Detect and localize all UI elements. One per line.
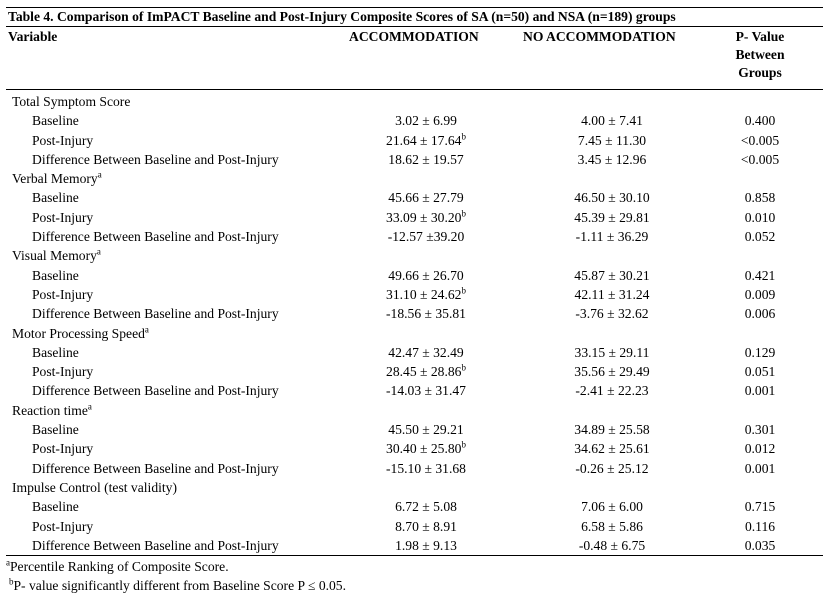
header-variable: Variable bbox=[8, 29, 58, 44]
cell-p-value: 0.010 bbox=[744, 209, 776, 225]
cell-accommodation bbox=[336, 266, 516, 285]
cell-no-accommodation: -1.11 ± 36.29 bbox=[575, 229, 649, 245]
cell-accommodation bbox=[336, 362, 516, 381]
label-text: Baseline bbox=[32, 422, 79, 438]
cell-p-value: 0.400 bbox=[744, 113, 776, 129]
cell-accommodation bbox=[336, 285, 516, 304]
cell-no-accommodation: -0.26 ± 25.12 bbox=[575, 460, 649, 476]
footnote-mark: a bbox=[87, 401, 92, 412]
cell-p-value: 0.035 bbox=[744, 537, 776, 553]
cell-no-accommodation: 34.62 ± 25.61 bbox=[574, 441, 650, 457]
cell-no-accommodation: 45.39 ± 29.81 bbox=[574, 209, 650, 225]
table-header bbox=[6, 27, 823, 90]
label-text: Post-Injury bbox=[32, 132, 94, 148]
footnote-mark: a bbox=[96, 246, 101, 257]
row-label bbox=[32, 439, 93, 458]
cell-p-value: 0.006 bbox=[744, 306, 776, 322]
table-group-row bbox=[6, 169, 823, 188]
label-text: Impulse Control (test validity) bbox=[12, 479, 177, 495]
accommodation-value: 8.70 ± 8.91 bbox=[395, 518, 457, 534]
footnote-mark: a bbox=[6, 557, 10, 568]
cell-p-value: 0.715 bbox=[744, 499, 776, 515]
table-group-row bbox=[6, 324, 823, 343]
cell-accommodation bbox=[336, 111, 516, 130]
accommodation-value: 45.66 ± 27.79 bbox=[388, 190, 464, 206]
table-row bbox=[6, 362, 823, 381]
cell-accommodation bbox=[336, 188, 516, 207]
cell-p-value: 0.012 bbox=[744, 441, 776, 457]
cell-accommodation bbox=[336, 304, 516, 323]
group-label bbox=[12, 324, 149, 343]
row-label bbox=[32, 131, 93, 150]
label-text: Difference Between Baseline and Post-Injury bbox=[32, 383, 279, 399]
cell-accommodation bbox=[336, 497, 516, 516]
table-row bbox=[6, 420, 823, 439]
label-text: Baseline bbox=[32, 344, 79, 360]
label-text: Difference Between Baseline and Post-Injury bbox=[32, 306, 279, 322]
cell-no-accommodation: 4.00 ± 7.41 bbox=[581, 113, 643, 129]
label-text: Difference Between Baseline and Post-Injury bbox=[32, 537, 279, 553]
table-caption: Table 4. Comparison of ImPACT Baseline and Post-Injury Composite Scores of SA (n=50) and NSA (n=189) groups bbox=[6, 7, 823, 27]
label-text: Baseline bbox=[32, 113, 79, 129]
footnote-mark: b bbox=[9, 576, 14, 587]
cell-accommodation bbox=[336, 536, 516, 555]
row-label bbox=[32, 266, 79, 285]
footnote-mark: b bbox=[461, 285, 466, 296]
accommodation-value: -14.03 ± 31.47 bbox=[386, 383, 466, 399]
table-group-row bbox=[6, 246, 823, 265]
table-row bbox=[6, 459, 823, 478]
group-label bbox=[12, 92, 130, 111]
label-text: Difference Between Baseline and Post-Injury bbox=[32, 151, 279, 167]
row-label bbox=[32, 536, 279, 555]
accommodation-value: -18.56 ± 35.81 bbox=[386, 306, 466, 322]
footnote bbox=[6, 557, 823, 576]
cell-no-accommodation: -2.41 ± 22.23 bbox=[575, 383, 649, 399]
cell-p-value: 0.001 bbox=[744, 460, 776, 476]
cell-p-value: 0.858 bbox=[744, 190, 776, 206]
footnote-mark: b bbox=[461, 131, 466, 142]
label-text: Reaction time bbox=[12, 402, 88, 418]
accommodation-value: 33.09 ± 30.20 bbox=[386, 209, 462, 225]
cell-p-value: 0.129 bbox=[744, 344, 776, 360]
accommodation-value: 6.72 ± 5.08 bbox=[395, 499, 457, 515]
cell-no-accommodation: 6.58 ± 5.86 bbox=[581, 518, 643, 534]
label-text: Visual Memory bbox=[12, 248, 97, 264]
label-text: Post-Injury bbox=[32, 364, 94, 380]
group-label bbox=[12, 401, 92, 420]
table-row bbox=[6, 131, 823, 150]
cell-p-value: 0.001 bbox=[744, 383, 776, 399]
label-text: Total Symptom Score bbox=[12, 94, 131, 109]
table-group-row bbox=[6, 478, 823, 497]
footnote-text: Percentile Ranking of Composite Score. bbox=[10, 559, 229, 575]
table-row bbox=[6, 536, 823, 555]
table-row bbox=[6, 150, 823, 169]
footnote-mark: b bbox=[461, 362, 466, 373]
group-label bbox=[12, 478, 177, 497]
cell-p-value: 0.051 bbox=[744, 364, 776, 380]
cell-accommodation bbox=[336, 131, 516, 150]
cell-accommodation bbox=[336, 150, 516, 169]
cell-no-accommodation: 33.15 ± 29.11 bbox=[574, 344, 650, 360]
table-group-row bbox=[6, 401, 823, 420]
cell-accommodation bbox=[336, 459, 516, 478]
header-p-value bbox=[715, 28, 805, 82]
label-text: Difference Between Baseline and Post-Injury bbox=[32, 229, 279, 245]
row-label bbox=[32, 208, 93, 227]
accommodation-value: 42.47 ± 32.49 bbox=[388, 344, 464, 360]
cell-no-accommodation: 34.89 ± 25.58 bbox=[574, 422, 650, 438]
footnote bbox=[6, 576, 823, 595]
row-label bbox=[32, 111, 79, 130]
accommodation-value: 31.10 ± 24.62 bbox=[386, 286, 462, 302]
cell-p-value: <0.005 bbox=[740, 132, 780, 148]
header-accommodation: ACCOMMODATION bbox=[349, 29, 479, 44]
cell-accommodation bbox=[336, 208, 516, 227]
table-row bbox=[6, 381, 823, 400]
label-text: Post-Injury bbox=[32, 209, 94, 225]
table-row bbox=[6, 188, 823, 207]
cell-accommodation bbox=[336, 517, 516, 536]
footnotes bbox=[6, 556, 823, 595]
cell-no-accommodation: 3.45 ± 12.96 bbox=[577, 151, 647, 167]
footnote-mark: a bbox=[144, 324, 149, 335]
cell-p-value: 0.052 bbox=[744, 229, 776, 245]
label-text: Difference Between Baseline and Post-Injury bbox=[32, 460, 279, 476]
row-label bbox=[32, 497, 79, 516]
row-label bbox=[32, 517, 93, 536]
table-document bbox=[6, 7, 823, 595]
table-row bbox=[6, 111, 823, 130]
accommodation-value: 28.45 ± 28.86 bbox=[386, 364, 462, 380]
footnote-mark: a bbox=[97, 169, 102, 180]
label-text: Baseline bbox=[32, 267, 79, 283]
cell-no-accommodation: -0.48 ± 6.75 bbox=[578, 537, 646, 553]
table-row bbox=[6, 497, 823, 516]
header-p-value-line2: Between bbox=[735, 47, 785, 62]
accommodation-value: 18.62 ± 19.57 bbox=[388, 151, 464, 167]
table-row bbox=[6, 304, 823, 323]
label-text: Post-Injury bbox=[32, 518, 94, 534]
cell-no-accommodation: 45.87 ± 30.21 bbox=[574, 267, 650, 283]
row-label bbox=[32, 285, 93, 304]
row-label bbox=[32, 343, 79, 362]
cell-accommodation bbox=[336, 439, 516, 458]
label-text: Baseline bbox=[32, 190, 79, 206]
cell-p-value: <0.005 bbox=[740, 151, 780, 167]
cell-p-value: 0.421 bbox=[744, 267, 776, 283]
table-row bbox=[6, 285, 823, 304]
accommodation-value: -15.10 ± 31.68 bbox=[386, 460, 466, 476]
cell-no-accommodation: -3.76 ± 32.62 bbox=[575, 306, 649, 322]
cell-accommodation bbox=[336, 381, 516, 400]
accommodation-value: 45.50 ± 29.21 bbox=[388, 422, 464, 438]
row-label bbox=[32, 459, 279, 478]
table-row bbox=[6, 266, 823, 285]
accommodation-value: 1.98 ± 9.13 bbox=[395, 537, 457, 553]
row-label bbox=[32, 362, 93, 381]
row-label bbox=[32, 188, 79, 207]
table-row bbox=[6, 517, 823, 536]
table-body bbox=[6, 90, 823, 555]
header-p-value-line1: P- Value bbox=[735, 29, 785, 44]
footnote-mark: b bbox=[461, 208, 466, 219]
label-text: Post-Injury bbox=[32, 286, 94, 302]
cell-accommodation bbox=[336, 343, 516, 362]
cell-no-accommodation: 7.45 ± 11.30 bbox=[577, 132, 647, 148]
footnote-text: P- value significantly different from Baseline Score P ≤ 0.05. bbox=[13, 578, 347, 594]
table-row bbox=[6, 227, 823, 246]
group-label bbox=[12, 246, 101, 265]
label-text: Verbal Memory bbox=[12, 171, 98, 187]
label-text: Post-Injury bbox=[32, 441, 94, 457]
row-label bbox=[32, 227, 279, 246]
accommodation-value: 49.66 ± 26.70 bbox=[388, 267, 464, 283]
footnote-mark: b bbox=[461, 439, 466, 450]
header-no-accommodation: NO ACCOMMODATION bbox=[523, 29, 676, 44]
table-row bbox=[6, 343, 823, 362]
label-text: Motor Processing Speed bbox=[12, 325, 145, 341]
accommodation-value: 3.02 ± 6.99 bbox=[395, 113, 457, 129]
table-row bbox=[6, 439, 823, 458]
row-label bbox=[32, 381, 279, 400]
accommodation-value: 21.64 ± 17.64 bbox=[386, 132, 462, 148]
cell-accommodation bbox=[336, 227, 516, 246]
accommodation-value: -12.57 ±39.20 bbox=[387, 229, 465, 245]
cell-p-value: 0.009 bbox=[744, 286, 776, 302]
cell-no-accommodation: 35.56 ± 29.49 bbox=[574, 364, 650, 380]
cell-p-value: 0.116 bbox=[744, 518, 776, 534]
accommodation-value: 30.40 ± 25.80 bbox=[386, 441, 462, 457]
label-text: Baseline bbox=[32, 499, 79, 515]
header-p-value-line3: Groups bbox=[738, 65, 782, 80]
cell-no-accommodation: 7.06 ± 6.00 bbox=[581, 499, 643, 515]
cell-no-accommodation: 42.11 ± 31.24 bbox=[574, 286, 650, 302]
table-group-row bbox=[6, 92, 823, 111]
cell-p-value: 0.301 bbox=[744, 422, 776, 438]
cell-accommodation bbox=[336, 420, 516, 439]
group-label bbox=[12, 169, 102, 188]
cell-no-accommodation: 46.50 ± 30.10 bbox=[574, 190, 650, 206]
row-label bbox=[32, 150, 279, 169]
row-label bbox=[32, 304, 279, 323]
row-label bbox=[32, 420, 79, 439]
table-row bbox=[6, 208, 823, 227]
